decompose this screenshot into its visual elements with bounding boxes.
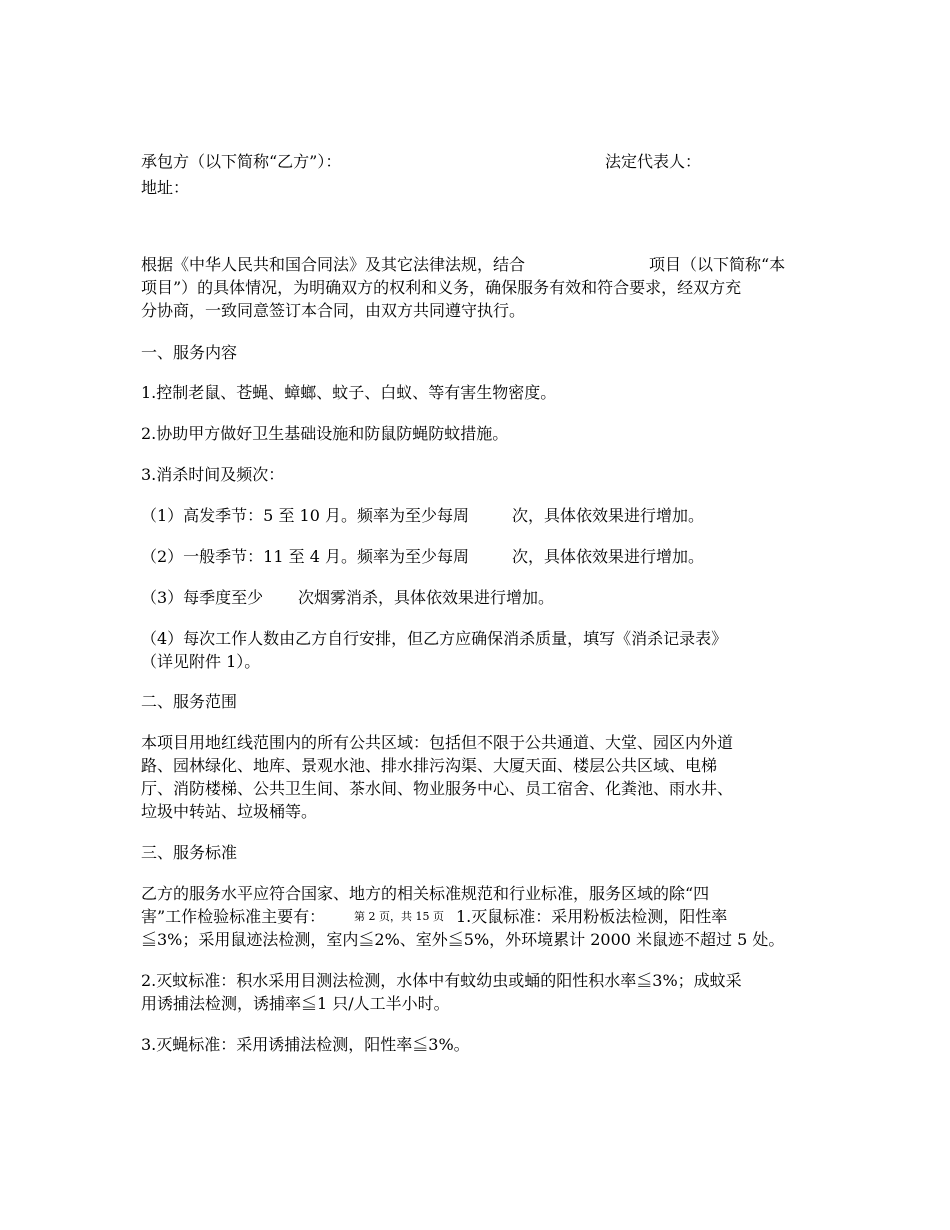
- frequency-1b: 次，具体依效果进行增加。: [512, 506, 705, 525]
- service-item-3: 3.消杀时间及频次：: [141, 465, 285, 484]
- mosquito-standard-line-2: 用诱捕法检测，诱捕率≦1 只/人工半小时。: [141, 994, 450, 1013]
- intro-line-3: 分协商，一致同意签订本合同，由双方共同遵守执行。: [141, 301, 526, 320]
- contractor-label: 承包方（以下简称“乙方”）：: [141, 152, 342, 171]
- intro-line-1a: 根据《中华人民共和国合同法》及其它法律法规，结合: [141, 255, 526, 274]
- page-number-marker: 第 2 页，共 15 页: [354, 910, 444, 923]
- standard-line-3: ≦3%；采用鼠迹法检测，室内≦2%、室外≦5%，外环境累计 2000 米鼠迹不超过 5 处。: [141, 930, 785, 949]
- frequency-4a: （4）每次工作人数由乙方自行安排，但乙方应确保消杀质量，填写《消杀记录表》: [141, 629, 728, 648]
- scope-line-3: 厅、消防楼梯、公共卫生间、茶水间、物业服务中心、员工宿舍、化粪池、雨水井、: [141, 779, 734, 798]
- standard-line-2a: 害”工作检验标准主要有：: [141, 907, 326, 926]
- mosquito-standard-line-1: 2.灭蚊标准：积水采用目测法检测，水体中有蚊幼虫或蛹的阳性积水率≦3%；成蚊采: [141, 971, 742, 990]
- scope-line-2: 路、园林绿化、地库、景观水池、排水排污沟渠、大厦天面、楼层公共区域、电梯: [141, 756, 718, 775]
- frequency-3a: （3）每季度至少: [141, 588, 264, 607]
- section-3-title: 三、服务标准: [141, 843, 238, 862]
- intro-line-1b: 项目（以下简称“本: [649, 255, 786, 274]
- frequency-2b: 次，具体依效果进行增加。: [512, 547, 705, 566]
- section-2-title: 二、服务范围: [141, 692, 238, 711]
- address-label: 地址：: [141, 178, 190, 197]
- frequency-2a: （2）一般季节：11 至 4 月。频率为至少每周: [141, 547, 469, 566]
- frequency-4b: （详见附件 1）。: [141, 652, 261, 671]
- service-item-2: 2.协助甲方做好卫生基础设施和防鼠防蝇防蚊措施。: [141, 424, 509, 443]
- scope-line-4: 垃圾中转站、垃圾桶等。: [141, 802, 318, 821]
- intro-line-2: 项目”）的具体情况，为明确双方的权利和义务，确保服务有效和符合要求，经双方充: [141, 278, 742, 297]
- service-item-1: 1.控制老鼠、苍蝇、蟑螂、蚊子、白蚁、等有害生物密度。: [141, 383, 557, 402]
- section-1-title: 一、服务内容: [141, 343, 238, 362]
- fly-standard-line: 3.灭蝇标准：采用诱捕法检测，阳性率≦3%。: [141, 1035, 470, 1054]
- scope-line-1: 本项目用地红线范围内的所有公共区域：包括但不限于公共通道、大堂、园区内外道: [141, 733, 734, 752]
- standard-line-1: 乙方的服务水平应符合国家、地方的相关标准规范和行业标准，服务区域的除“四: [141, 884, 710, 903]
- standard-line-2b: 1.灭鼠标准：采用粉板法检测，阳性率: [456, 907, 728, 926]
- frequency-1a: （1）高发季节：5 至 10 月。频率为至少每周: [141, 506, 469, 525]
- frequency-3b: 次烟雾消杀，具体依效果进行增加。: [298, 588, 555, 607]
- legal-rep-label: 法定代表人：: [605, 152, 702, 171]
